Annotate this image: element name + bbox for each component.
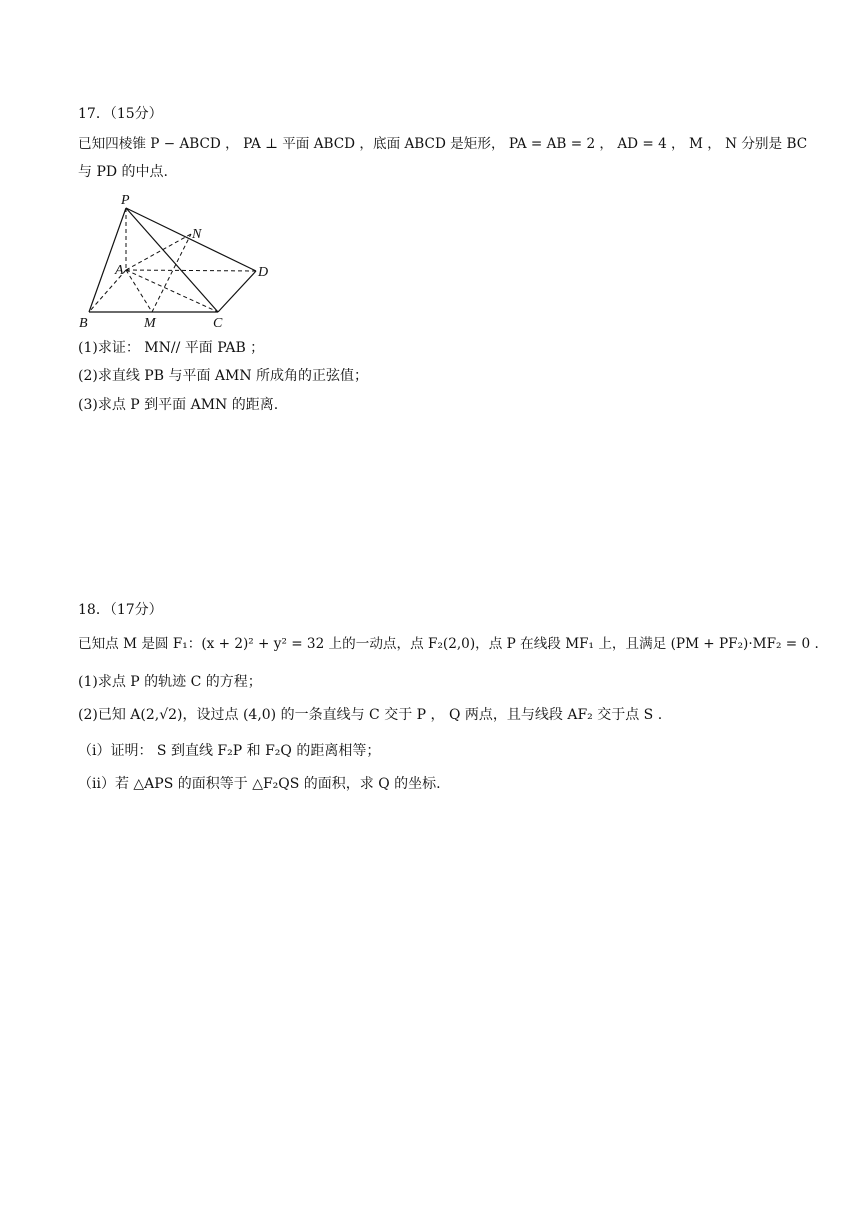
q17-stem-line2: 与 PD 的中点. <box>78 164 168 180</box>
q17-part3: (3)求点 P 到平面 AMN 的距离. <box>78 397 279 413</box>
q18-part1: (1)求点 P 的轨迹 C 的方程； <box>78 674 262 690</box>
q18-stem: 已知点 M 是圆 F₁：(x + 2)² + y² = 32 上的一动点，点 F₂(2,0)，点 P 在线段 MF₁ 上，且满足 (PM + PF₂)·MF₂ = 0 . <box>78 636 819 652</box>
label-P: P <box>121 193 130 208</box>
pyramid-figure <box>70 188 280 333</box>
q17-stem-line1: 已知四棱锥 P − ABCD ， PA ⊥ 平面 ABCD ，底面 ABCD 是矩形， PA = AB = 2 ， AD = 4 ， M ， N 分别是 BC <box>78 136 808 152</box>
edge-CD <box>218 271 256 312</box>
q18-header: 18．（17分） <box>78 602 163 618</box>
q18-sub-ii: （ⅱ）若 △APS 的面积等于 △F₂QS 的面积，求 Q 的坐标. <box>78 776 441 792</box>
label-B: B <box>79 316 88 331</box>
label-N: N <box>192 227 202 242</box>
edge-AD <box>126 270 256 271</box>
q17-header: 17．（15分） <box>78 106 163 122</box>
edge-AN <box>126 234 191 270</box>
label-A: A <box>115 263 124 278</box>
edge-AC <box>126 270 218 312</box>
label-M: M <box>144 316 156 331</box>
q17-part1: (1)求证： MN// 平面 PAB ； <box>78 340 265 356</box>
q18-part2: (2)已知 A(2,√2)，设过点 (4,0) 的一条直线与 C 交于 P ， Q 两点，且与线段 AF₂ 交于点 S . <box>78 707 663 723</box>
edge-MN <box>152 234 191 312</box>
q17-part2: (2)求直线 PB 与平面 AMN 所成角的正弦值； <box>78 368 369 384</box>
edge-PB <box>89 208 126 312</box>
q18-sub-i: （ⅰ）证明： S 到直线 F₂P 和 F₂Q 的距离相等； <box>78 743 381 759</box>
label-D: D <box>258 265 269 280</box>
edge-PD <box>126 208 256 271</box>
edge-PC <box>126 208 218 312</box>
label-C: C <box>213 316 223 331</box>
